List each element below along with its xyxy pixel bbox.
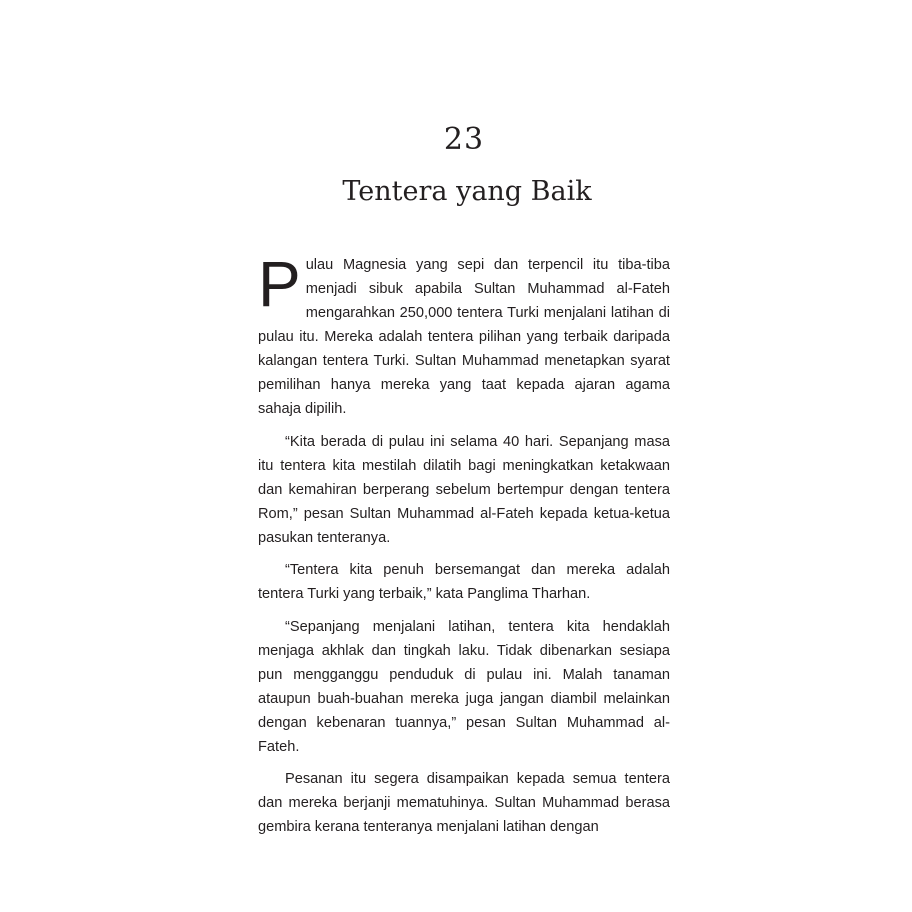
paragraph-4: “Sepanjang menjalani latihan, tentera kita hendaklah menjaga akhlak dan tingkah laku. Tidak dibenarkan sesiapa pun mengganggu penduduk di pulau ini. Malah tanaman ataupun buah-buahan mereka juga jangan diambil melainkan dengan kebenaran tuannya,” pesan Sultan Muhammad al-Fateh.: [258, 618, 670, 755]
paragraph-2: “Kita berada di pulau ini selama 40 hari. Sepanjang masa itu tentera kita mestilah dilatih bagi meningkatkan ketakwaan dan kemahiran berperang sebelum bertempur dengan tentera Rom,” pesan Sultan Muhammad al-Fateh kepada ketua-ketua pasukan tenteranya.: [258, 433, 670, 546]
chapter-body: [258, 248, 670, 848]
drop-cap: P: [258, 248, 301, 320]
chapter-title: Tentera yang Baik: [342, 176, 592, 207]
chapter-number: 23: [443, 122, 485, 157]
paragraph-5: Pesanan itu segera disampaikan kepada semua tentera dan mereka berjanji mematuhinya. Sultan Muhammad berasa gembira kerana tenteranya menjalani latihan dengan: [258, 771, 670, 835]
paragraph-3: “Tentera kita penuh bersemangat dan mereka adalah tentera Turki yang terbaik,” kata Panglima Tharhan.: [258, 562, 670, 602]
paragraph-1-text: ulau Magnesia yang sepi dan terpencil itu tiba-tiba menjadi sibuk apabila Sultan Muhammad al-Fateh mengarahkan 250,000 tentera Turki menjalani latihan di pulau itu. Mereka adalah tentera pilihan yang terbaik daripada kalangan tentera Turki. Sultan Muhammad menetapkan syarat pemilihan hanya mereka yang taat kepada ajaran agama sahaja dipilih.: [258, 257, 670, 417]
paragraph-1: [258, 248, 670, 421]
